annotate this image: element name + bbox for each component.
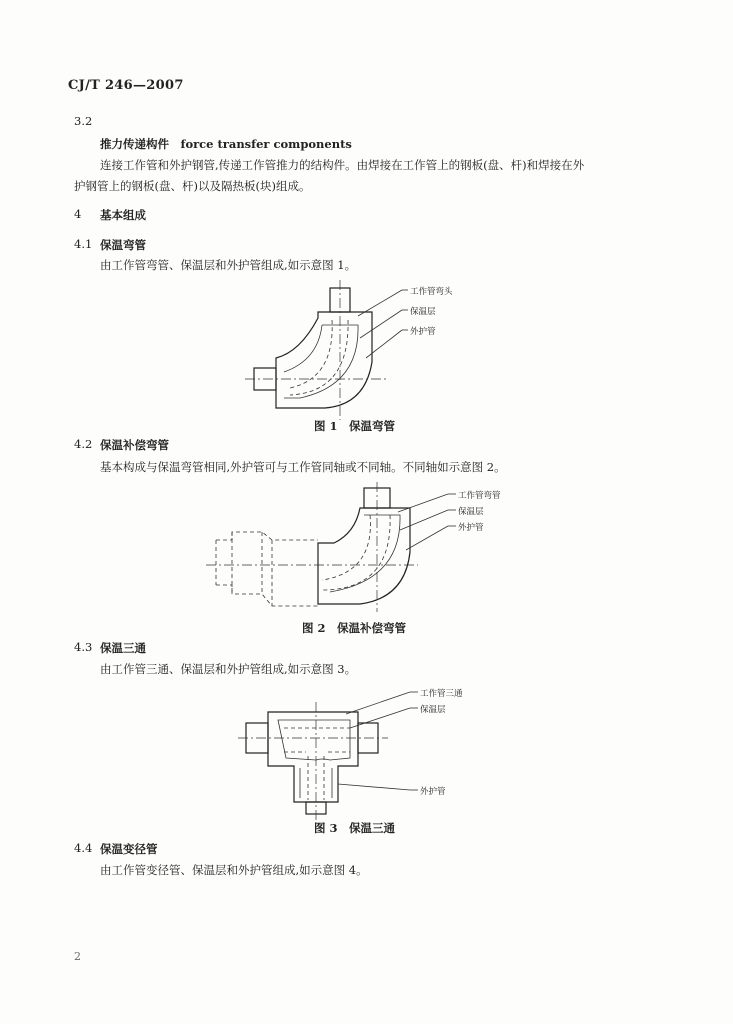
fig1-label-casing: 外护管 [410, 327, 436, 337]
section-text-4-2: 基本构成与保温弯管相同,外护管可与工作管同轴或不同轴。不同轴如示意图 2。 [100, 460, 506, 474]
section-number-4-3: 4.3 [74, 640, 93, 654]
fig3-insulation [278, 720, 350, 760]
term-heading: 推力传递构件 force transfer components [100, 137, 352, 151]
section-title-4-4: 保温变径管 [100, 842, 158, 856]
fig3-label-insulation: 保温层 [420, 705, 446, 715]
fig2-label-work-elbow: 工作管弯管 [458, 491, 501, 501]
fig2-label-insulation: 保温层 [458, 507, 484, 517]
section-number-4: 4 [74, 207, 82, 221]
term-definition-line-1: 连接工作管和外护钢管,传递工作管推力的结构件。由焊接在工作管上的钢板(盘、杆)和焊接在外 [100, 158, 585, 172]
fig2-label-casing: 外护管 [458, 523, 484, 533]
fig3-label-casing: 外护管 [420, 787, 446, 797]
section-text-4-1: 由工作管弯管、保温层和外护管组成,如示意图 1。 [100, 258, 357, 272]
section-number-4-1: 4.1 [74, 237, 93, 251]
page-number: 2 [74, 950, 81, 963]
figure-3-caption: 图 3 保温三通 [314, 821, 396, 835]
section-title-4: 基本组成 [100, 208, 146, 222]
section-number-3-2: 3.2 [74, 114, 93, 128]
fig3-outer-casing [268, 712, 358, 802]
section-text-4-4: 由工作管变径管、保温层和外护管组成,如示意图 4。 [100, 863, 368, 877]
fig1-label-work-elbow: 工作管弯头 [410, 287, 453, 297]
fig3-label-work-tee: 工作管三通 [420, 689, 463, 699]
figure-2-caption: 图 2 保温补偿弯管 [302, 621, 407, 635]
section-title-4-2: 保温补偿弯管 [100, 438, 169, 452]
section-number-4-4: 4.4 [74, 841, 93, 855]
fig1-label-insulation: 保温层 [410, 307, 436, 317]
section-number-4-2: 4.2 [74, 437, 93, 451]
section-text-4-3: 由工作管三通、保温层和外护管组成,如示意图 3。 [100, 662, 357, 676]
figure-1-caption: 图 1 保温弯管 [314, 419, 396, 433]
section-title-4-3: 保温三通 [100, 641, 146, 655]
standard-id: CJ/T 246—2007 [68, 78, 184, 93]
section-title-4-1: 保温弯管 [100, 238, 146, 252]
term-definition-line-2: 护钢管上的钢板(盘、杆)以及隔热板(块)组成。 [74, 179, 311, 193]
